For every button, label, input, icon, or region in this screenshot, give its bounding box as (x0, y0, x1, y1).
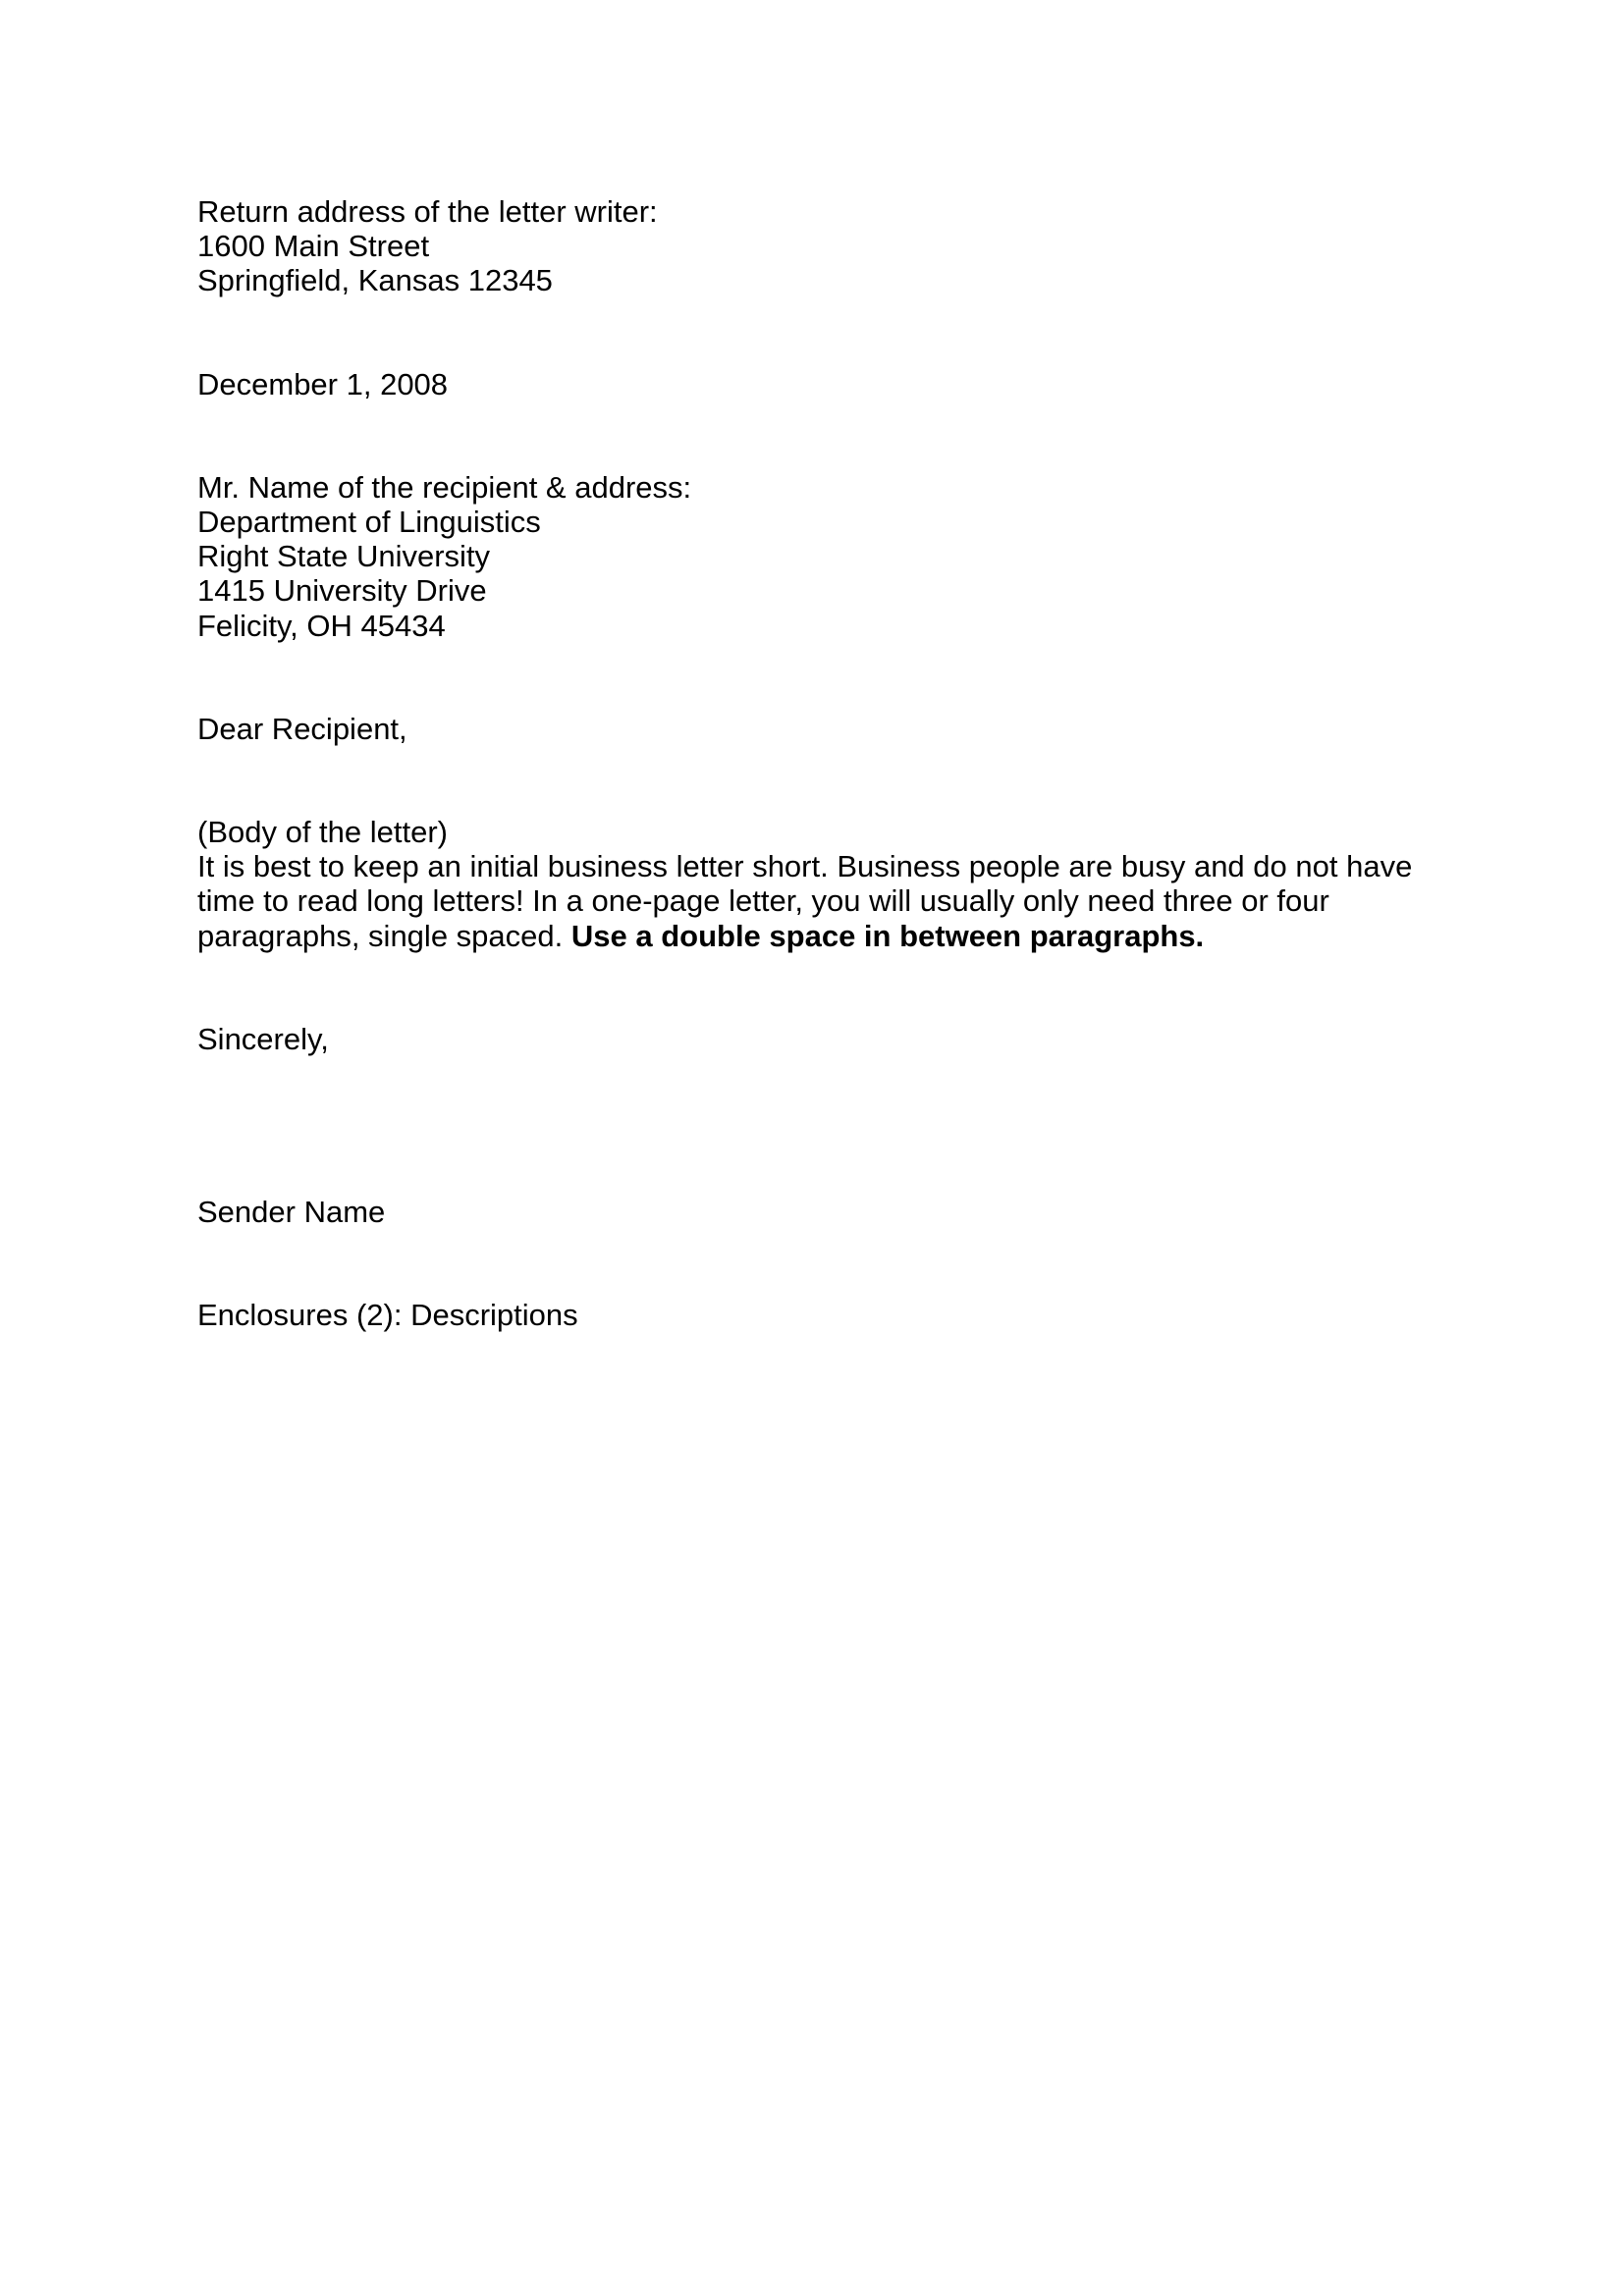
return-address-block (197, 194, 1435, 298)
return-address-label: Return address of the letter writer: (197, 194, 658, 229)
closing: Sincerely, (197, 1021, 329, 1056)
body-block (197, 815, 1435, 953)
letter-date: December 1, 2008 (197, 366, 449, 401)
closing-block (197, 1022, 1435, 1056)
body-heading: (Body of the letter) (197, 815, 449, 850)
salutation-block (197, 712, 1435, 746)
return-address-line-2: Springfield, Kansas 12345 (197, 263, 553, 298)
recipient-line-2: Right State University (197, 539, 491, 574)
return-address-line-1: 1600 Main Street (197, 229, 430, 264)
sender-block (197, 1195, 1435, 1229)
body-line-1: It is best to keep an initial business letter short. Business people are busy and do not have (197, 849, 1413, 884)
recipient-line-4: Felicity, OH 45434 (197, 608, 446, 643)
body-line-3-regular: paragraphs, single spaced. (197, 918, 571, 953)
date-block (197, 367, 1435, 401)
body-line-2: time to read long letters! In a one-page letter, you will usually only need three or four (197, 883, 1329, 919)
recipient-line-1: Department of Linguistics (197, 505, 541, 540)
recipient-line-3: 1415 University Drive (197, 573, 487, 609)
letter (197, 194, 1435, 1332)
enclosures-block (197, 1298, 1435, 1332)
body-line-3-bold: Use a double space in between paragraphs. (570, 918, 1205, 953)
salutation: Dear Recipient, (197, 711, 407, 746)
sender-name: Sender Name (197, 1195, 386, 1230)
recipient-block (197, 470, 1435, 643)
enclosures: Enclosures (2): Descriptions (197, 1298, 578, 1333)
body-line-3 (197, 919, 1435, 953)
recipient-label: Mr. Name of the recipient & address: (197, 469, 692, 505)
